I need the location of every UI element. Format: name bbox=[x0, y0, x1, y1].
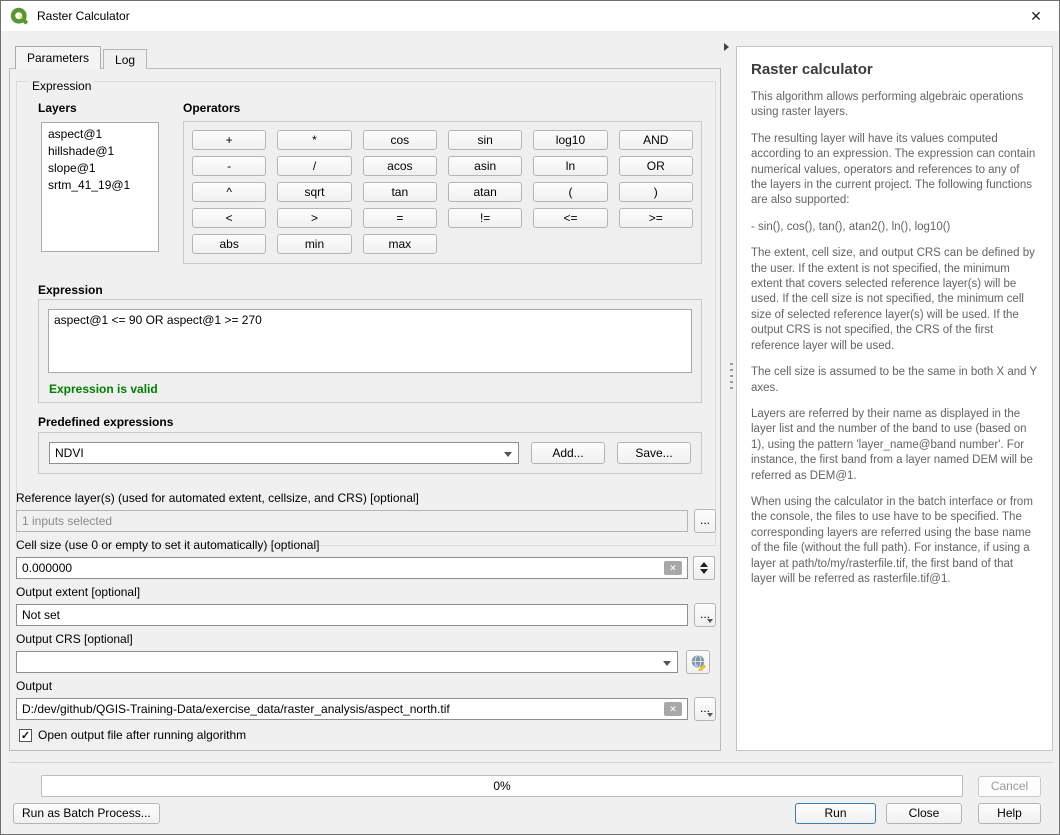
operator-power-button[interactable]: ^ bbox=[192, 182, 266, 202]
operator-cos-button[interactable]: cos bbox=[363, 130, 437, 150]
help-button[interactable]: Help bbox=[978, 803, 1041, 824]
operator-min-button[interactable]: min bbox=[277, 234, 351, 254]
predefined-expressions-label: Predefined expressions bbox=[38, 415, 174, 429]
select-crs-button[interactable] bbox=[686, 650, 710, 674]
output-extent-input[interactable] bbox=[16, 604, 688, 626]
tab-log-label: Log bbox=[115, 53, 136, 67]
spin-up-icon[interactable] bbox=[700, 562, 708, 567]
collapse-help-panel-icon[interactable] bbox=[724, 43, 729, 51]
tab-log[interactable] bbox=[103, 49, 147, 69]
layer-item[interactable]: hillshade@1 bbox=[48, 144, 115, 158]
operator-greater-button[interactable]: > bbox=[277, 208, 351, 228]
layers-list[interactable] bbox=[41, 122, 159, 252]
titlebar bbox=[1, 1, 1059, 31]
output-crs-label: Output CRS [optional] bbox=[16, 632, 133, 646]
help-paragraph: The resulting layer will have its values computed according to an expression. The expression can contain numerical values, operators and references to any of the layers in the current project. The following functions are also supported: bbox=[751, 132, 1036, 207]
reference-layers-browse-button[interactable] bbox=[694, 509, 716, 533]
predefined-expressions-panel bbox=[38, 432, 702, 474]
output-file-browse-button[interactable] bbox=[694, 697, 716, 721]
close-button[interactable]: Close bbox=[886, 803, 962, 824]
layers-label: Layers bbox=[38, 101, 77, 115]
layer-item[interactable]: aspect@1 bbox=[48, 127, 103, 141]
output-extent-label: Output extent [optional] bbox=[16, 585, 141, 599]
save-expression-button[interactable]: Save... bbox=[617, 442, 691, 464]
footer-divider bbox=[9, 762, 1053, 763]
reference-layers-label: Reference layer(s) (used for automated extent, cellsize, and CRS) [optional] bbox=[16, 491, 419, 505]
operator-tan-button[interactable]: tan bbox=[363, 182, 437, 202]
cell-size-label: Cell size (use 0 or empty to set it automatically) [optional] bbox=[16, 538, 320, 552]
operator-and-button[interactable]: AND bbox=[619, 130, 693, 150]
operator-open-paren-button[interactable]: ( bbox=[533, 182, 607, 202]
tab-parameters-label: Parameters bbox=[27, 51, 90, 65]
operator-acos-button[interactable]: acos bbox=[363, 156, 437, 176]
operator-notequal-button[interactable]: != bbox=[448, 208, 522, 228]
chevron-down-icon bbox=[707, 619, 713, 623]
predefined-expression-value: NDVI bbox=[55, 446, 84, 460]
tab-parameters[interactable] bbox=[15, 46, 101, 69]
progress-value: 0% bbox=[493, 779, 511, 793]
ellipsis-icon: ... bbox=[699, 607, 710, 621]
add-expression-button[interactable]: Add... bbox=[531, 442, 605, 464]
operators-label: Operators bbox=[183, 101, 241, 115]
expression-label: Expression bbox=[38, 283, 103, 297]
tab-bar bbox=[15, 46, 149, 69]
help-paragraph: Layers are referred by their name as displayed in the layer list and the number of the band to use (based on 1), using the pattern 'layer_name@band number'. For instance, the first band from a layer named DEM will be referred as DEM@1. bbox=[751, 407, 1033, 482]
output-crs-select[interactable] bbox=[16, 651, 678, 673]
operator-ln-button[interactable]: ln bbox=[533, 156, 607, 176]
help-paragraph: When using the calculator in the batch interface or from the console, the files to use have to be specified. The corresponding layers are referred using the base name of the file (without the full path). For instance, if using a layer at path/to/my/rasterfile.tif, the first band of that layer will be referred as rasterfile.tif@1. bbox=[751, 495, 1033, 585]
expression-input[interactable] bbox=[48, 309, 692, 373]
operator-divide-button[interactable]: / bbox=[277, 156, 351, 176]
operator-lessequal-button[interactable]: <= bbox=[533, 208, 607, 228]
operator-atan-button[interactable]: atan bbox=[448, 182, 522, 202]
expression-group-title: Expression bbox=[29, 79, 94, 93]
operator-less-button[interactable]: < bbox=[192, 208, 266, 228]
help-paragraph: This algorithm allows performing algebraic operations using raster layers. bbox=[751, 91, 1024, 119]
globe-crs-icon bbox=[690, 654, 707, 671]
chevron-down-icon bbox=[707, 713, 713, 717]
output-file-input[interactable] bbox=[16, 698, 688, 720]
ellipsis-icon: ... bbox=[699, 513, 710, 527]
help-paragraph: The cell size is assumed to be the same in both X and Y axes. bbox=[751, 366, 1037, 394]
operator-max-button[interactable]: max bbox=[363, 234, 437, 254]
operator-abs-button[interactable]: abs bbox=[192, 234, 266, 254]
progress-bar bbox=[41, 775, 963, 797]
cell-size-input[interactable] bbox=[16, 557, 688, 579]
run-button[interactable]: Run bbox=[795, 803, 876, 824]
output-file-label: Output bbox=[16, 679, 53, 693]
operator-minus-button[interactable]: - bbox=[192, 156, 266, 176]
cell-size-spinner[interactable] bbox=[693, 556, 715, 580]
clear-field-icon[interactable]: ✕ bbox=[664, 702, 682, 716]
chevron-down-icon bbox=[504, 452, 512, 457]
close-icon[interactable]: ✕ bbox=[1030, 7, 1042, 24]
operator-multiply-button[interactable]: * bbox=[277, 130, 351, 150]
reference-layers-input[interactable] bbox=[16, 510, 688, 532]
layer-item[interactable]: srtm_41_19@1 bbox=[48, 178, 131, 192]
operator-greaterequal-button[interactable]: >= bbox=[619, 208, 693, 228]
output-extent-browse-button[interactable] bbox=[694, 603, 716, 627]
operator-asin-button[interactable]: asin bbox=[448, 156, 522, 176]
layer-item[interactable]: slope@1 bbox=[48, 161, 96, 175]
splitter-handle[interactable] bbox=[730, 363, 733, 389]
parameters-page bbox=[9, 68, 721, 751]
run-as-batch-button[interactable]: Run as Batch Process... bbox=[13, 803, 160, 824]
operator-sin-button[interactable]: sin bbox=[448, 130, 522, 150]
spin-down-icon[interactable] bbox=[700, 569, 708, 574]
predefined-expression-select[interactable] bbox=[49, 442, 519, 464]
operator-log10-button[interactable]: log10 bbox=[533, 130, 607, 150]
cancel-button[interactable]: Cancel bbox=[978, 776, 1041, 797]
open-output-checkbox-row[interactable] bbox=[19, 728, 246, 742]
checkbox-checked-icon[interactable]: ✓ bbox=[20, 729, 31, 742]
help-panel bbox=[736, 46, 1053, 751]
clear-field-icon[interactable]: ✕ bbox=[664, 561, 682, 575]
operators-panel bbox=[183, 121, 702, 264]
operator-equals-button[interactable]: = bbox=[363, 208, 437, 228]
open-output-label: Open output file after running algorithm bbox=[38, 728, 247, 742]
ellipsis-icon: ... bbox=[699, 701, 710, 715]
window-title: Raster Calculator bbox=[37, 9, 130, 23]
operator-close-paren-button[interactable]: ) bbox=[619, 182, 693, 202]
chevron-down-icon bbox=[663, 661, 671, 666]
operator-or-button[interactable]: OR bbox=[619, 156, 693, 176]
help-paragraph: - sin(), cos(), tan(), atan2(), ln(), log10() bbox=[751, 220, 951, 233]
help-paragraph: The extent, cell size, and output CRS can be defined by the user. If the extent is not specified, the minimum extent that covers selected reference layer(s) will be used. If the cell size is not specified, the minimum cell size of selected reference layer(s) will be used. If the output CRS is not specified, the CRS of the first reference layer will be used. bbox=[751, 247, 1035, 352]
help-title: Raster calculator bbox=[751, 61, 873, 78]
operator-plus-button[interactable]: + bbox=[192, 130, 266, 150]
expression-panel bbox=[38, 299, 702, 403]
expression-valid-status: Expression is valid bbox=[49, 382, 158, 396]
qgis-logo-icon bbox=[10, 7, 29, 26]
operator-sqrt-button[interactable]: sqrt bbox=[277, 182, 351, 202]
